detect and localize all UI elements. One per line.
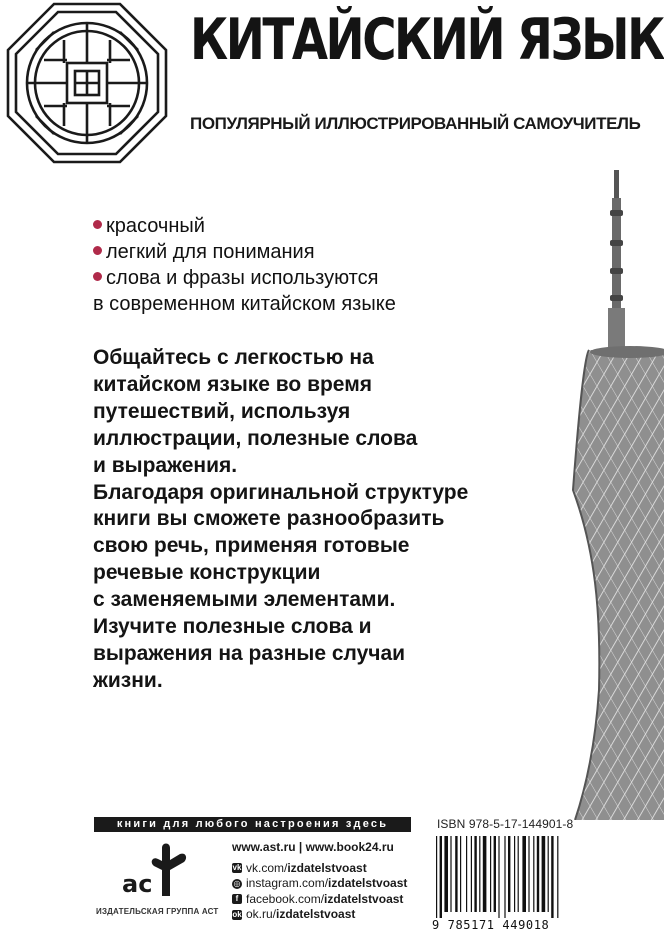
list-item: легкий для понимания bbox=[93, 239, 533, 265]
barcode-bar bbox=[557, 836, 558, 918]
description-line: китайском языке во время bbox=[93, 372, 372, 396]
barcode-number: 9 785171 449018 bbox=[432, 918, 550, 932]
barcode-bar bbox=[548, 836, 549, 912]
barcode-bar bbox=[522, 836, 526, 912]
description-line: с заменяемыми элементами. bbox=[93, 588, 396, 612]
book-subtitle: ПОПУЛЯРНЫЙ ИЛЛЮСТРИРОВАННЫЙ САМОУЧИТЕЛЬ bbox=[190, 114, 641, 133]
barcode-bar bbox=[444, 836, 448, 912]
barcode-bar bbox=[551, 836, 553, 918]
barcode-bar bbox=[450, 836, 451, 912]
barcode-bar bbox=[504, 836, 505, 918]
barcode-bar bbox=[474, 836, 476, 912]
description-line: Благодаря оригинальной структуре bbox=[93, 480, 469, 504]
barcode-bar bbox=[440, 836, 442, 918]
barcode-bar bbox=[471, 836, 472, 912]
social-link-facebook[interactable]: f facebook.com/ izdatelstvoast bbox=[232, 892, 407, 908]
book-description bbox=[93, 345, 513, 695]
svg-text:ac: ac bbox=[122, 870, 153, 898]
bullet-dot-icon bbox=[93, 246, 102, 255]
barcode-bar bbox=[483, 836, 487, 912]
barcode-bar bbox=[498, 836, 499, 918]
barcode-bar bbox=[490, 836, 491, 912]
barcode-bar bbox=[466, 836, 467, 912]
publisher-caption: ИЗДАТЕЛЬСКАЯ ГРУППА АСТ bbox=[96, 907, 219, 916]
barcode-bar bbox=[518, 836, 519, 912]
barcode-bar bbox=[436, 836, 437, 918]
book-title: КИТАЙСКИЙ ЯЗЫК bbox=[190, 7, 663, 73]
barcode-bar bbox=[542, 836, 546, 912]
description-line: путешествий, используя bbox=[93, 399, 351, 423]
barcode-bar bbox=[528, 836, 529, 912]
description-line: речевые конструкции bbox=[93, 561, 321, 585]
vk-icon: vk bbox=[232, 863, 242, 873]
barcode bbox=[432, 834, 562, 930]
social-link-instagram[interactable]: ◎ instagram.com/ izdatelstvoast bbox=[233, 876, 408, 890]
instagram-icon: ◎ bbox=[233, 878, 241, 888]
canton-tower-illustration bbox=[555, 170, 664, 820]
slogan-bar: книги для любого настроения здесь bbox=[94, 817, 411, 832]
barcode-bar bbox=[494, 836, 496, 912]
barcode-bar bbox=[537, 836, 539, 912]
facebook-icon: f bbox=[232, 894, 242, 904]
ast-logo-icon bbox=[118, 840, 198, 900]
odnoklassniki-icon: ok bbox=[232, 909, 242, 919]
list-item: слова и фразы используются bbox=[93, 265, 533, 291]
lattice-logo bbox=[4, 0, 170, 166]
barcode-bar bbox=[479, 836, 480, 912]
description-line: Общайтесь с легкостью на bbox=[93, 346, 374, 369]
publisher-links bbox=[232, 840, 407, 923]
website-links[interactable]: www.ast.ru | www.book24.ru bbox=[232, 840, 394, 854]
description-line: Изучите полезные слова и bbox=[93, 615, 372, 639]
barcode-bar bbox=[514, 836, 515, 912]
barcode-bar bbox=[508, 836, 510, 912]
isbn-label: ISBN 978-5-17-144901-8 bbox=[437, 817, 574, 831]
description-line: свою речь, применяя готовые bbox=[93, 534, 410, 558]
description-line: жизни. bbox=[93, 668, 163, 692]
description-line: книги вы сможете разнообразить bbox=[93, 507, 445, 531]
bullet-dot-icon bbox=[93, 272, 102, 281]
barcode-bar bbox=[460, 836, 461, 912]
bullet-dot-icon bbox=[93, 220, 102, 229]
social-link-odnoklassniki[interactable]: ok ok.ru/ izdatelstvoast bbox=[232, 907, 356, 921]
description-line: иллюстрации, полезные слова bbox=[93, 426, 418, 450]
description-line: и выражения. bbox=[93, 453, 238, 477]
list-item: красочный bbox=[93, 213, 533, 239]
barcode-bar bbox=[455, 836, 457, 912]
barcode-bar bbox=[533, 836, 534, 912]
feature-list bbox=[93, 213, 533, 317]
list-item-continuation: в современном китайском языке bbox=[93, 293, 396, 315]
social-link-vk[interactable]: vk vk.com/ izdatelstvoast bbox=[232, 860, 367, 875]
description-line: выражения на разные случаи bbox=[93, 641, 406, 665]
